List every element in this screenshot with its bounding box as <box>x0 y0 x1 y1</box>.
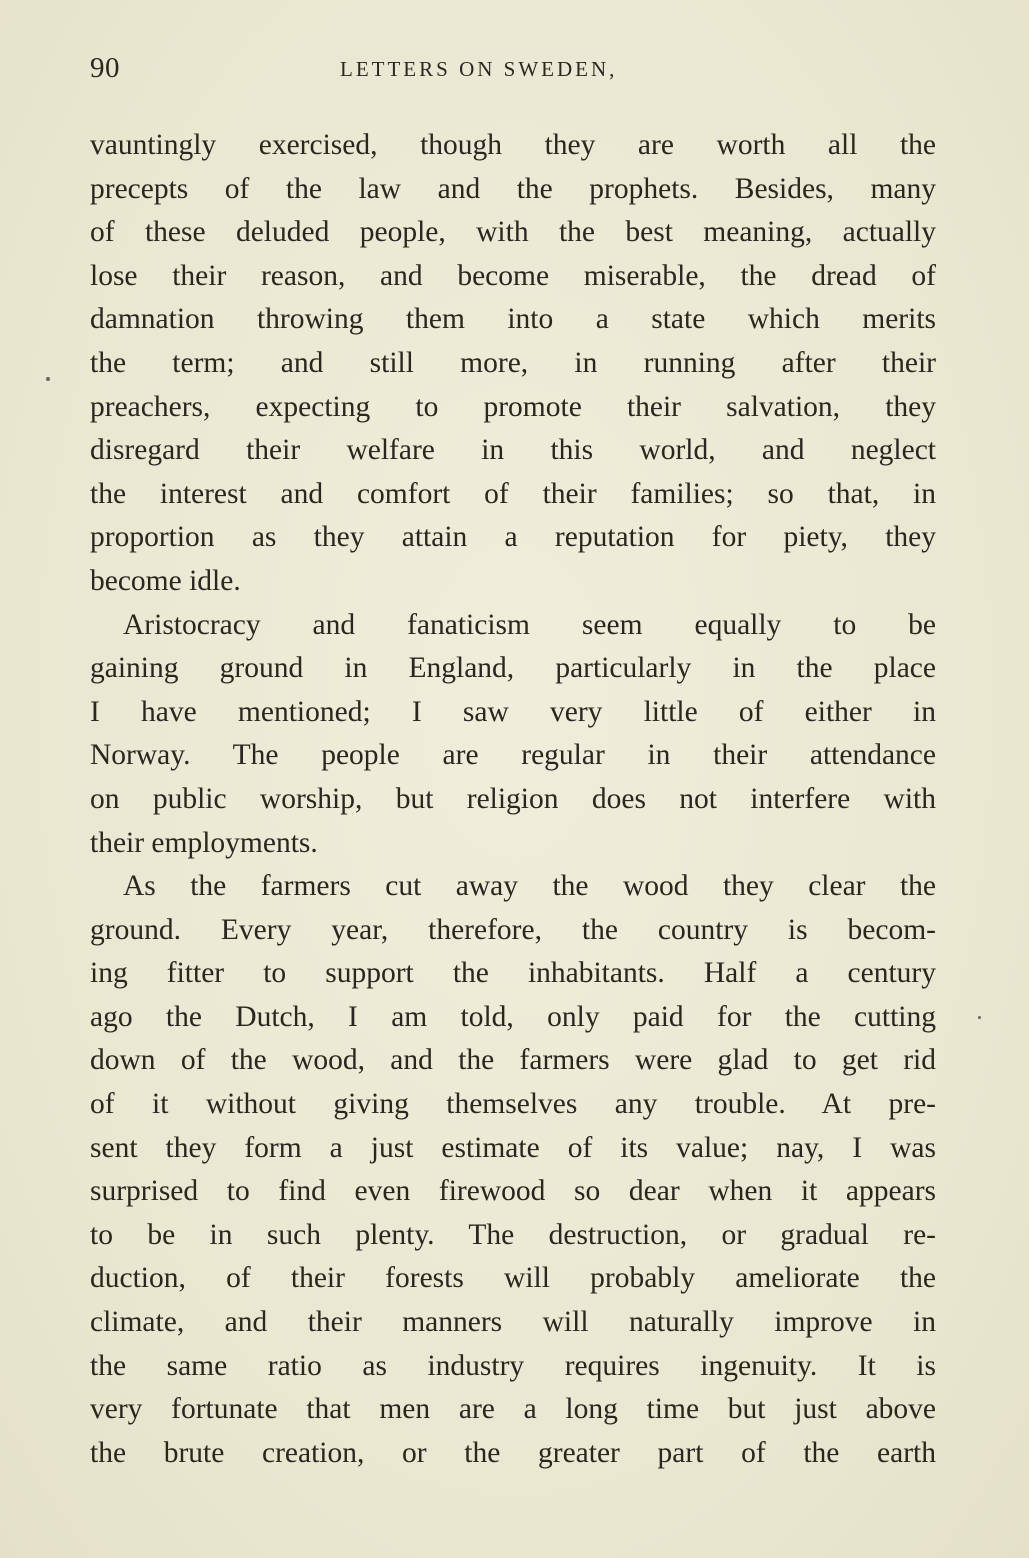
paragraph-1 <box>90 124 936 604</box>
text-line: the brute creation, or the greater part of the earth <box>90 1436 936 1469</box>
text-line: on public worship, but religion does not interfere with <box>90 782 936 815</box>
text-line: of these deluded people, with the best meaning, actually <box>90 216 936 249</box>
text-line: precepts of the law and the prophets. Besides, many <box>90 172 936 205</box>
running-head: LETTERS ON SWEDEN, <box>340 57 618 81</box>
text-line: very fortunate that men are a long time but just above <box>90 1393 936 1426</box>
body-text <box>90 124 936 1475</box>
text-line: down of the wood, and the farmers were glad to get rid <box>90 1044 936 1077</box>
text-line: of it without giving themselves any trouble. At pre- <box>90 1088 936 1121</box>
paragraph-3 <box>90 865 936 1475</box>
text-line: become idle. <box>90 564 241 597</box>
text-line: gaining ground in England, particularly in the place <box>90 652 936 685</box>
text-line: sent they form a just estimate of its value; nay, I was <box>90 1131 936 1164</box>
text-line: the interest and comfort of their families; so that, in <box>90 477 936 510</box>
text-line: their employments. <box>90 826 318 859</box>
text-line: duction, of their forests will probably ameliorate the <box>90 1262 936 1295</box>
page-header <box>90 52 940 92</box>
text-line: lose their reason, and become miserable, the dread of <box>90 259 936 292</box>
page-number: 90 <box>90 52 120 84</box>
text-line: As the farmers cut away the wood they clear the <box>123 870 936 903</box>
text-line: preachers, expecting to promote their salvation, they <box>90 390 936 423</box>
text-line: ground. Every year, therefore, the country is becom- <box>90 913 936 946</box>
text-line: Aristocracy and fanaticism seem equally to be <box>123 608 936 641</box>
text-line: to be in such plenty. The destruction, or gradual re- <box>90 1218 936 1251</box>
text-line: the same ratio as industry requires ingenuity. It is <box>90 1349 936 1382</box>
text-line: proportion as they attain a reputation for piety, they <box>90 521 936 554</box>
text-line: damnation throwing them into a state which merits <box>90 303 936 336</box>
text-line: climate, and their manners will naturally improve in <box>90 1306 936 1339</box>
margin-speck <box>46 377 50 381</box>
text-line: ago the Dutch, I am told, only paid for the cutting <box>90 1000 936 1033</box>
text-line: vauntingly exercised, though they are worth all the <box>90 129 936 161</box>
text-line: the term; and still more, in running after their <box>90 346 936 379</box>
text-line: surprised to find even firewood so dear when it appears <box>90 1175 936 1208</box>
paragraph-2 <box>90 604 936 866</box>
text-line: disregard their welfare in this world, and neglect <box>90 434 936 467</box>
text-line: Norway. The people are regular in their attendance <box>90 739 936 772</box>
text-line: ing fitter to support the inhabitants. Half a century <box>90 957 936 990</box>
text-line: I have mentioned; I saw very little of either in <box>90 695 936 728</box>
margin-speck <box>978 1016 981 1019</box>
